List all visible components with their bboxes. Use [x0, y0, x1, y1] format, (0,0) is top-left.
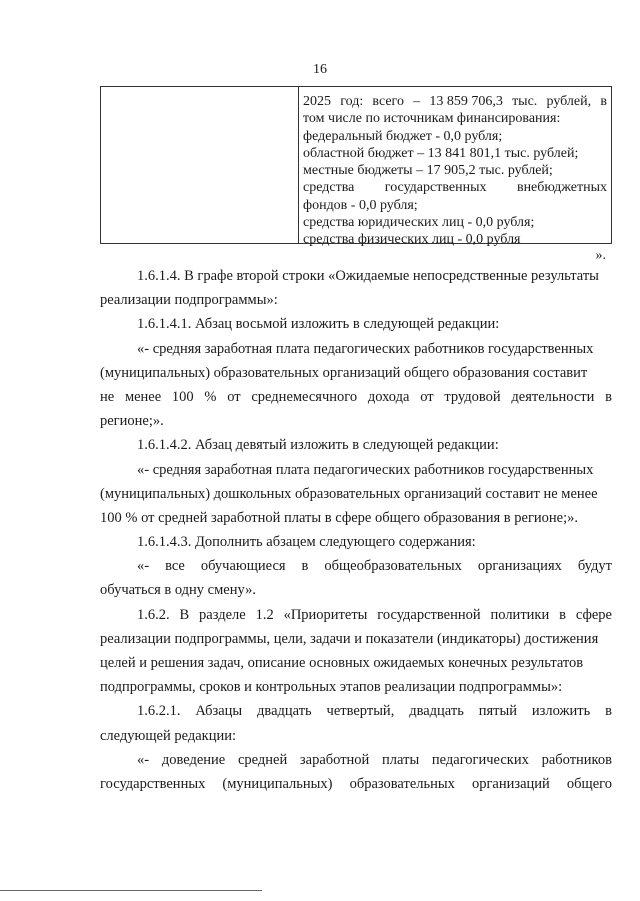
body-text-run: 1.6.1.4.3. Дополнить абзацем следующего содержания: [137, 534, 476, 551]
body-text-run: реализации подпрограммы, цели, задачи и показатели (индикаторы) достижения [100, 630, 599, 647]
body-line [100, 554, 612, 578]
document-body [100, 264, 612, 796]
body-text-run: (муниципальных) дошкольных образовательных организаций составит не менее [100, 485, 598, 502]
body-text-run: (муниципальных) [222, 775, 333, 792]
table-cell-word: внебюджетных [516, 180, 607, 196]
body-line [100, 337, 612, 361]
body-text-run: обучающиеся [200, 558, 286, 575]
body-text-run: реализации подпрограммы»: [100, 292, 278, 309]
body-text-run: 100 [171, 388, 194, 405]
body-line [100, 627, 612, 651]
table-cell-word: 13 859 706,3 [429, 94, 503, 109]
body-text-run: менее [124, 388, 162, 405]
body-text-run: от [227, 388, 241, 405]
body-text-run: обучаться в одну смену». [100, 582, 256, 599]
table-cell-word: – [413, 94, 421, 109]
table-cell-word: средства юридических лиц - 0,0 рубля; [303, 215, 535, 231]
body-line [100, 288, 612, 312]
table-cell-line [303, 179, 607, 196]
body-line [100, 724, 612, 748]
body-text-run: пятый [478, 703, 517, 720]
body-text-run: образовательных [349, 775, 455, 792]
table-cell-word: в [600, 94, 607, 109]
body-text-run: среднемесячного [251, 388, 358, 405]
body-line [100, 530, 612, 554]
body-text-run: политики [490, 606, 550, 623]
body-text-run: двадцать [409, 703, 464, 720]
body-text-run: регионе;». [100, 413, 164, 430]
body-text-run: организаций [471, 775, 550, 792]
body-text-run: «- средняя заработная плата педагогических работников государственных [137, 461, 594, 478]
body-text-run: в [301, 558, 309, 575]
body-text-run: государственных [100, 775, 206, 792]
body-text-run: четвертый, [326, 703, 395, 720]
body-text-run: подпрограммы, сроков и контрольных этапов реализации подпрограммы»: [100, 679, 563, 696]
body-text-run: средней [237, 751, 288, 768]
table-column-divider [298, 87, 299, 243]
body-text-run: 1.6.1.4.1. Абзац восьмой изложить в следующей редакции: [137, 316, 500, 333]
table-cell-line [303, 145, 607, 162]
body-line [100, 385, 612, 409]
body-text-run: дохода [367, 388, 410, 405]
body-text-run: Абзацы [195, 703, 243, 720]
body-line [100, 361, 612, 385]
body-text-run: работников [541, 751, 612, 768]
body-line [100, 748, 612, 772]
body-text-run: «- средняя заработная плата педагогических работников государственных [137, 340, 594, 357]
body-line [100, 482, 612, 506]
table-cell-word: государственных [384, 180, 487, 196]
table-cell-line [303, 110, 607, 127]
body-text-run: % [204, 388, 217, 405]
footer-rule [0, 890, 262, 891]
table-cell-word: местные бюджеты – 17 905,2 тыс. рублей; [303, 163, 553, 179]
body-text-run: 1.6.1.4. В графе второй строки «Ожидаемые непосредственные результаты [137, 268, 599, 284]
body-line [100, 651, 612, 675]
body-text-run: разделе [199, 606, 246, 623]
body-line [100, 675, 612, 699]
table-cell-word: тыс. [512, 94, 538, 109]
body-text-run: 100 % от средней заработной платы в сфере общего образования в регионе;». [100, 509, 579, 526]
financing-table [100, 86, 612, 248]
body-line [100, 312, 612, 336]
body-text-run: не [100, 388, 115, 405]
body-line [100, 699, 612, 723]
body-text-run: от [420, 388, 434, 405]
table-cell-word: средства [303, 180, 355, 196]
financing-cell [303, 93, 607, 249]
body-line [100, 506, 612, 530]
body-text-run: организациях [477, 558, 562, 575]
body-text-run: государственной [377, 606, 481, 623]
body-text-run: 1.2 [255, 606, 274, 623]
body-text-run: трудовой [444, 388, 501, 405]
body-text-run: доведение [161, 751, 226, 768]
table-cell-word: год: [340, 94, 364, 109]
page-number: 16 [313, 62, 327, 77]
body-line [100, 433, 612, 457]
table-cell-word: областной бюджет – 13 841 801,1 тыс. рублей; [303, 145, 579, 161]
body-text-run: педагогических [431, 751, 529, 768]
table-cell-word: том числе по источникам финансирования: [303, 111, 561, 127]
table-cell-line [303, 128, 607, 145]
table-cell-line [303, 231, 607, 248]
table-cell-line [303, 162, 607, 179]
body-text-run: изложить [531, 703, 591, 720]
table-cell-word: фондов - 0,0 рубля; [303, 197, 418, 213]
body-text-run: в [559, 606, 566, 623]
body-text-run: деятельности [511, 388, 595, 405]
body-text-run: заработной [299, 751, 370, 768]
table-cell-word: средства физических лиц - 0,0 рубля [303, 232, 521, 248]
body-text-run: 1.6.2. [137, 606, 170, 623]
body-text-run: «- [137, 558, 150, 575]
body-text-run: в [605, 388, 612, 405]
body-text-run: платы [382, 751, 420, 768]
table-cell-line [303, 214, 607, 231]
body-line [100, 458, 612, 482]
table-cell-line [303, 197, 607, 214]
body-text-run: «- [137, 751, 150, 768]
body-text-run: общего [566, 775, 612, 792]
body-text-run: «Приоритеты [283, 606, 368, 623]
body-text-run: В [179, 606, 190, 623]
body-text-run: будут [577, 558, 612, 575]
body-text-run: общеобразовательных [324, 558, 462, 575]
body-text-run: сфере [575, 606, 612, 623]
table-cell-word: федеральный бюджет - 0,0 рубля; [303, 128, 503, 144]
closing-quote: ». [595, 248, 606, 263]
table-cell-line [303, 93, 607, 110]
body-line [100, 409, 612, 433]
body-text-run: (муниципальных) образовательных организаций общего образования составит [100, 364, 588, 381]
table-cell-word: 2025 [303, 94, 331, 109]
body-text-run: следующей редакции: [100, 727, 237, 744]
body-text-run: целей и решения задач, описание основных ожидаемых конечных результатов [100, 655, 584, 671]
body-text-run: в [605, 703, 612, 720]
body-text-run: 1.6.2.1. [137, 703, 181, 720]
body-text-run: все [165, 558, 185, 575]
body-line [100, 603, 612, 627]
body-line [100, 578, 612, 602]
body-line [100, 772, 612, 796]
body-text-run: двадцать [257, 703, 312, 720]
table-cell-word: всего [372, 94, 404, 109]
body-text-run: 1.6.1.4.2. Абзац девятый изложить в следующей редакции: [137, 437, 499, 454]
table-cell-word: рублей, [546, 94, 592, 109]
body-line [100, 264, 612, 288]
